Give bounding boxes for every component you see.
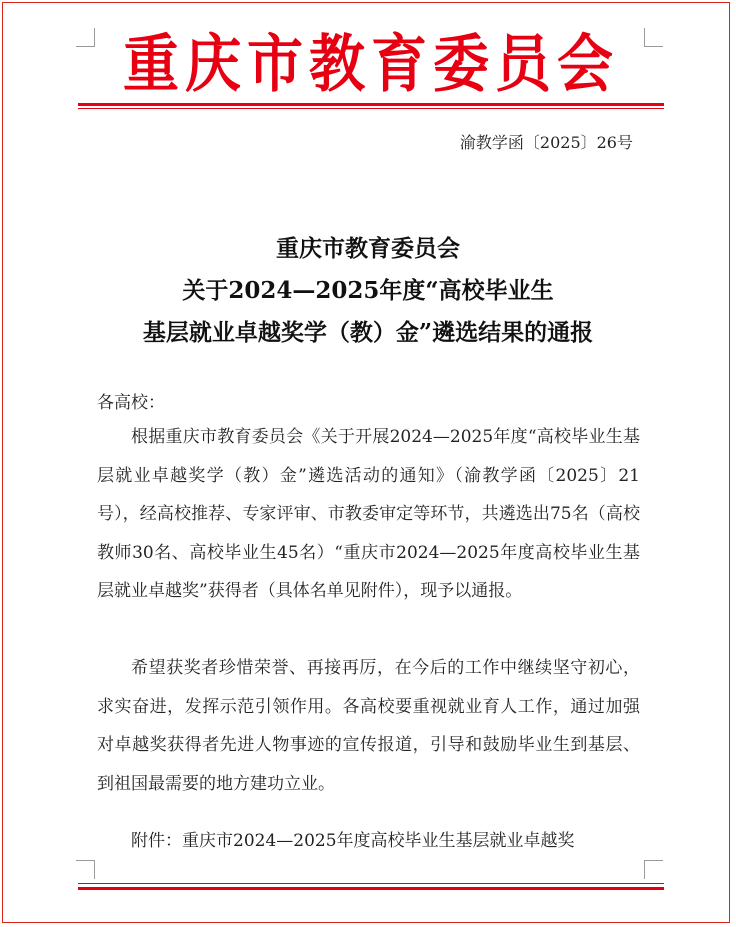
masthead-title: 重庆市教育委员会 [123,27,619,102]
title-line-2: 关于2024—2025年度“高校毕业生 [182,277,554,304]
crop-mark-bottom-right [644,860,663,879]
crop-mark-bottom-left [76,860,95,879]
attachment-note: 附件：重庆市2024—2025年度高校毕业生基层就业卓越奖 [131,831,575,851]
title-line-3: 基层就业卓越奖学（教）金”遴选结果的通报 [142,319,594,346]
masthead-rule-thin [78,108,664,109]
body-paragraph-1: 根据重庆市教育委员会《关于开展2024—2025年度“高校毕业生基层就业卓越奖学（教）金”遴选活动的通知》（渝教学函〔2025〕21号），经高校推荐、专家评审、市教委审定等环节，共遴选出75名（高校教师30名、高校毕业生45名）“重庆市2024—2025年度高校毕业生基层就业卓越奖”获得者（具体名单见附件），现予以通报。 [97,427,640,601]
body-paragraph-2: 希望获奖者珍惜荣誉、再接再厉，在今后的工作中继续坚守初心，求实奋进，发挥示范引领作用。各高校要重视就业育人工作，通过加强对卓越奖获得者先进人物事迹的宣传报道，引导和鼓励毕业生到基层、到祖国最需要的地方建功立业。 [97,658,640,794]
salutation: 各高校： [97,393,165,413]
masthead-rule-thick [78,103,664,106]
footer-rule-thin [78,883,664,884]
footer-rule-thick [78,887,664,890]
title-line-1: 重庆市教育委员会 [276,235,460,262]
document-number: 渝教学函〔2025〕26号 [459,133,633,152]
